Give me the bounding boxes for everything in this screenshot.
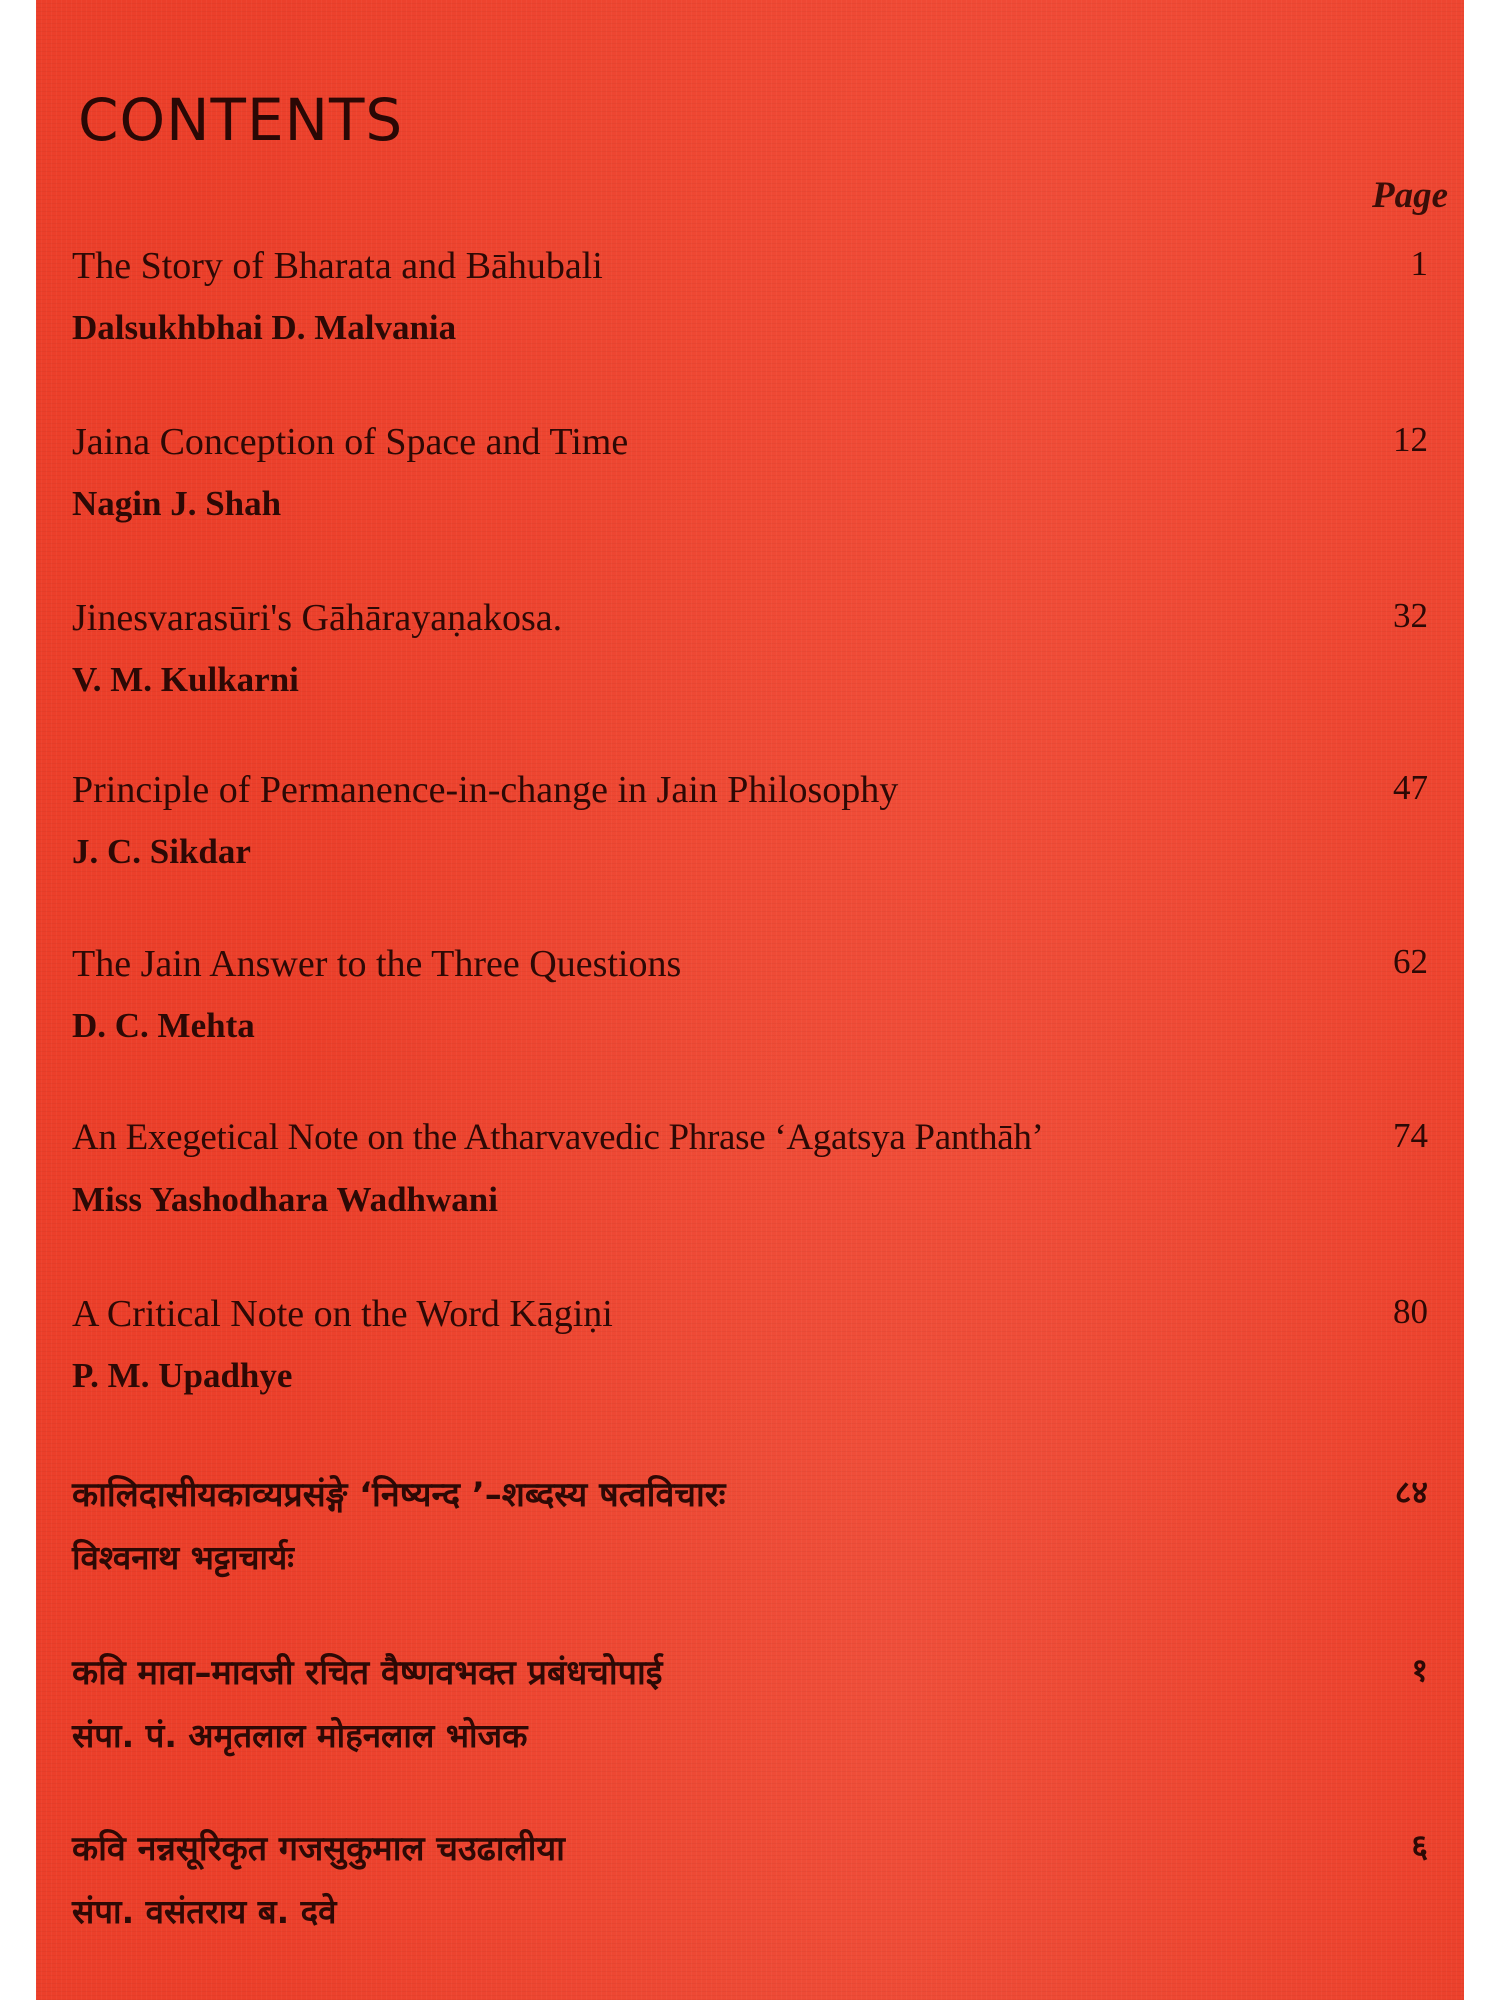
entry-author: Nagin J. Shah xyxy=(72,484,282,523)
entry-page-number: 1 xyxy=(1410,244,1428,283)
toc-entry[interactable] xyxy=(72,596,1428,736)
entry-author: D. C. Mehta xyxy=(72,1006,255,1045)
toc-entry[interactable] xyxy=(72,420,1428,560)
entry-title: A Critical Note on the Word Kāgiṇi xyxy=(72,1293,613,1335)
toc-entry[interactable] xyxy=(72,1116,1428,1256)
entry-author: विश्वनाथ भट्टाचार्यः xyxy=(72,1538,294,1577)
entry-title: The Story of Bharata and Bāhubali xyxy=(72,245,603,287)
entry-author: P. M. Upadhye xyxy=(72,1356,293,1395)
entry-title: An Exegetical Note on the Atharvavedic Phrase ‘Agatsya Panthāh’ xyxy=(72,1117,1044,1158)
entry-author: संपा. वसंतराय ब. दवे xyxy=(72,1892,337,1931)
entry-page-number: 80 xyxy=(1393,1292,1428,1331)
contents-heading: CONTENTS xyxy=(78,86,404,154)
entry-author: Miss Yashodhara Wadhwani xyxy=(72,1180,498,1219)
contents-page xyxy=(36,0,1464,2000)
toc-entry[interactable] xyxy=(72,1292,1428,1432)
toc-entry[interactable] xyxy=(72,942,1428,1082)
page-column-label: Page xyxy=(1371,175,1448,216)
entry-page-number: 32 xyxy=(1393,596,1428,635)
toc-entry[interactable] xyxy=(72,768,1428,908)
toc-entry[interactable] xyxy=(72,1470,1428,1610)
entry-title: Principle of Permanence-in-change in Jain Philosophy xyxy=(72,769,899,811)
entry-page-number: 62 xyxy=(1393,942,1428,981)
toc-entry[interactable] xyxy=(72,1648,1428,1788)
entry-title: कालिदासीयकाव्यप्रसंङ्गे ‘निष्यन्द ’–शब्दस्य षत्वविचारः xyxy=(72,1475,726,1515)
entry-page-number: 47 xyxy=(1393,768,1428,807)
entry-page-number: 74 xyxy=(1393,1116,1428,1155)
entry-author: J. C. Sikdar xyxy=(72,832,251,871)
toc-entry[interactable] xyxy=(72,244,1428,384)
entry-page-number: ६ xyxy=(1411,1827,1428,1865)
toc-entry[interactable] xyxy=(72,1824,1428,1964)
entry-author: Dalsukhbhai D. Malvania xyxy=(72,308,457,347)
entry-author: V. M. Kulkarni xyxy=(72,660,299,699)
entry-page-number: ८४ xyxy=(1394,1473,1428,1511)
entry-author: संपा. पं. अमृतलाल मोहनलाल भोजक xyxy=(72,1716,528,1755)
entry-title: कवि मावा–मावजी रचित वैष्णवभक्त प्रबंधचोपाई xyxy=(72,1653,663,1693)
entry-page-number: १ xyxy=(1411,1651,1428,1689)
entry-page-number: 12 xyxy=(1393,420,1428,459)
entry-title: कवि नन्नसूरिकृत गजसुकुमाल चउढालीया xyxy=(72,1829,565,1869)
entry-title: Jinesvarasūri's Gāhārayaṇakosa. xyxy=(72,597,563,639)
entry-title: The Jain Answer to the Three Questions xyxy=(72,943,682,985)
entry-title: Jaina Conception of Space and Time xyxy=(72,421,629,463)
